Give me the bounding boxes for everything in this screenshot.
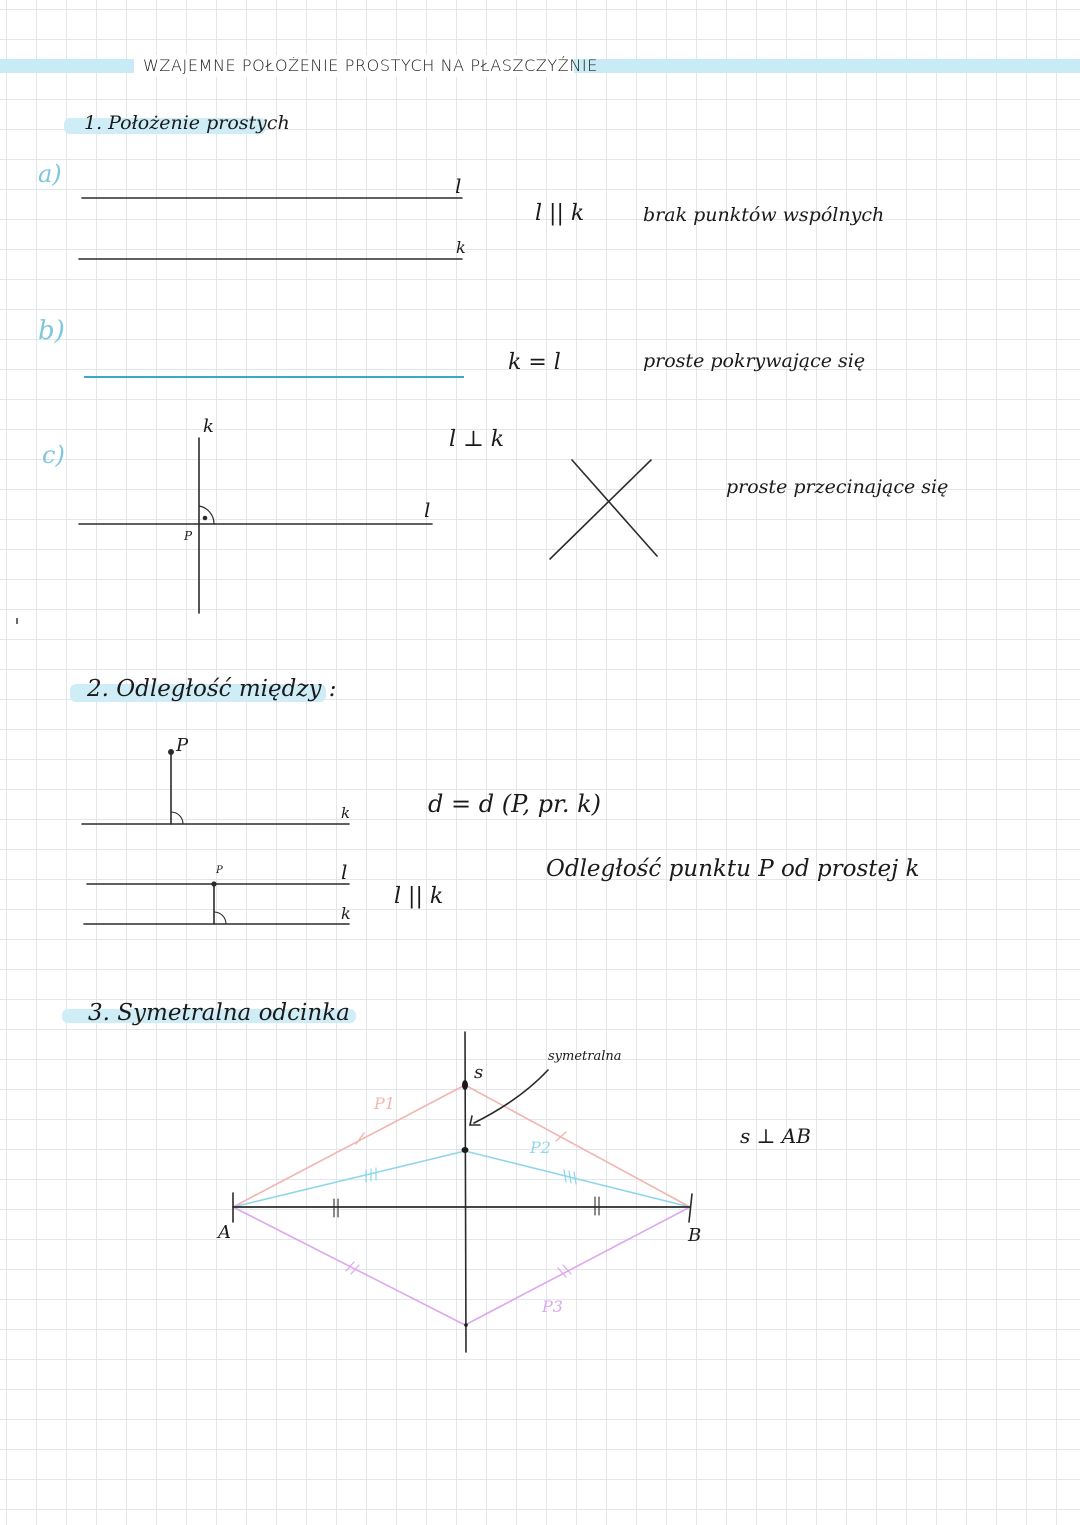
- s3-label-A: A: [218, 1222, 231, 1243]
- section2-heading: 2. Odległość między :: [87, 676, 337, 702]
- s2-right-angle-arc: [171, 812, 183, 824]
- section1-heading: 1. Położenie prostych: [84, 112, 290, 134]
- b-description: proste pokrywające się: [643, 350, 866, 372]
- s3-relation: s ⊥ AB: [740, 1124, 811, 1148]
- s2-point-P: [169, 750, 173, 754]
- s3-P3-line-A: [233, 1207, 465, 1325]
- b-relation: k = l: [508, 350, 561, 375]
- s3-label-symetralna: symetralna: [548, 1049, 622, 1064]
- c-right-angle-arc: [199, 506, 214, 524]
- c-line-k-label: k: [203, 416, 214, 437]
- c-cross-line-1: [572, 460, 657, 556]
- s2-formula: d = d (P, pr. k): [428, 790, 601, 818]
- s3-tick-P3-left-1: [346, 1262, 354, 1271]
- c-line-l-label: l: [424, 498, 431, 522]
- s2-right-angle-arc-2: [214, 912, 226, 924]
- s2-point2-label: P: [216, 865, 223, 876]
- s3-label-s: s: [474, 1062, 484, 1083]
- a-description: brak punktów wspólnych: [643, 204, 885, 226]
- page-title: WZAJEMNE POŁOŻENIE PROSTYCH NA PŁASZCZYŹNIE: [143, 56, 598, 75]
- s3-P1-line-B: [465, 1085, 690, 1207]
- c-point-label: P: [184, 529, 193, 543]
- marker-a: a): [38, 160, 62, 188]
- s3-P2-line-A: [233, 1151, 465, 1207]
- c-relation: l ⊥ k: [449, 427, 505, 452]
- s2-line-k2-label: k: [341, 904, 351, 923]
- section3-heading: 3. Symetralna odcinka: [88, 1000, 350, 1026]
- s2-line-l-label: l: [341, 860, 348, 884]
- a-line-l-label: l: [455, 174, 462, 198]
- s3-P3-line-B: [465, 1207, 690, 1325]
- s2-relation: l || k: [394, 884, 444, 909]
- s2-point-label: P: [176, 735, 189, 756]
- s3-label-P2: P2: [530, 1138, 551, 1157]
- c-right-angle-dot: [204, 517, 207, 520]
- s2-line-k-label: k: [341, 804, 351, 822]
- marker-b: b): [38, 316, 65, 346]
- a-relation: l || k: [535, 201, 585, 226]
- s2-point-P2: [212, 882, 216, 886]
- s3-tick-P3-left-2: [351, 1265, 359, 1274]
- s3-label-P1: P1: [374, 1094, 395, 1113]
- c-cross-line-2: [550, 460, 651, 559]
- s3-label-P3: P3: [542, 1297, 563, 1316]
- s3-P2-line-B: [465, 1151, 690, 1207]
- s2-description: Odległość punktu P od prostej k: [546, 856, 920, 882]
- s3-P1-line-A: [233, 1085, 465, 1207]
- s3-point-P3: [464, 1323, 468, 1327]
- marker-c: c): [42, 441, 65, 469]
- a-line-k-label: k: [456, 238, 466, 257]
- s3-bisector-s: [465, 1032, 466, 1352]
- s3-label-B: B: [688, 1225, 702, 1246]
- c-description: proste przecinające się: [726, 476, 949, 498]
- s3-point-P2: [462, 1147, 469, 1153]
- s3-point-P1: [462, 1080, 468, 1090]
